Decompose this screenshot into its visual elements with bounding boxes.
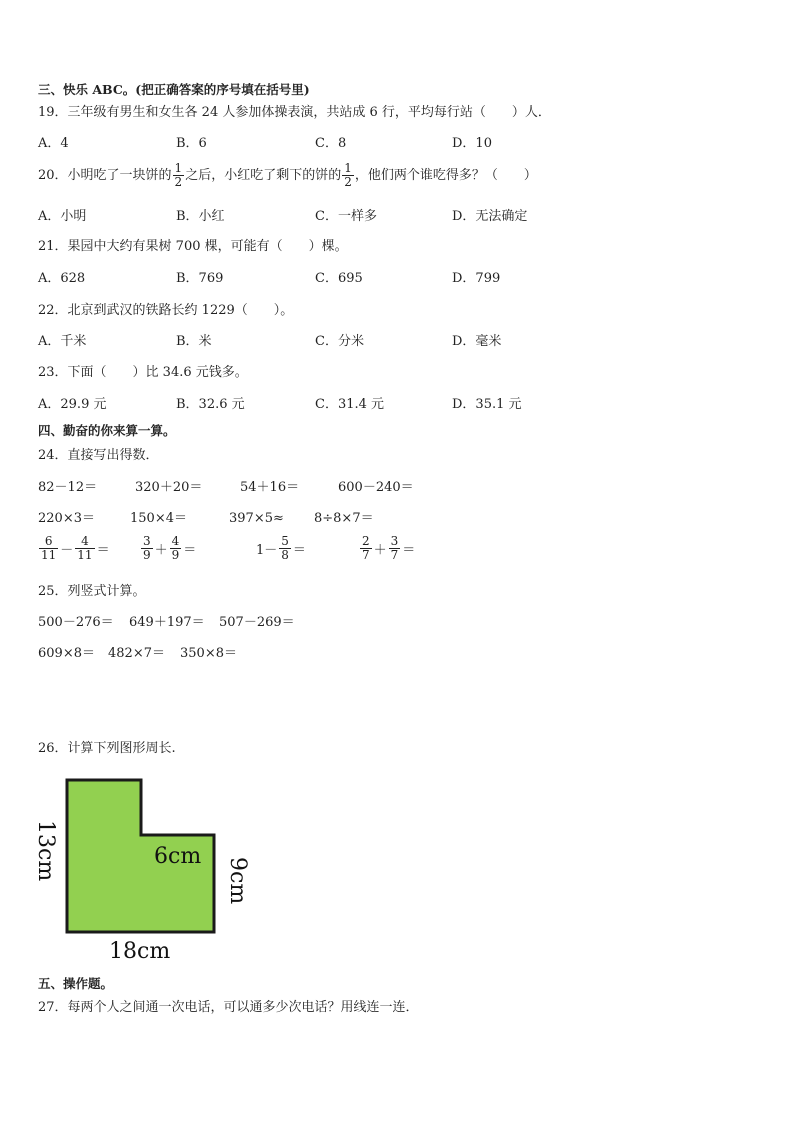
fraction: [39, 535, 58, 562]
fraction-numerator: 4: [81, 534, 89, 548]
lead-term: 1－: [256, 543, 278, 558]
q20-fraction-2: [342, 162, 354, 189]
section-3-title: 三、快乐 ABC。(把正确答案的序号填在括号里): [38, 82, 310, 97]
q25-row2-item-1: 609×8＝: [38, 646, 95, 661]
q24-row2-item-2: 150×4＝: [130, 511, 187, 526]
q20-option-a: A．小明: [38, 209, 87, 224]
equals-sign: ＝: [183, 543, 197, 558]
q24-row2-item-3: 397×5≈: [229, 511, 284, 526]
equals-sign: ＝: [402, 543, 416, 558]
fraction-numerator: 4: [171, 534, 180, 548]
q24-row2-item-4: 8÷8×7＝: [314, 511, 374, 526]
section-5-title: 五、操作题。: [38, 976, 114, 991]
fraction-denominator: 11: [41, 548, 57, 562]
question-27-text: 27．每两个人之间通一次电话，可以通多少次电话？用线连一连．: [38, 1000, 419, 1015]
q25-row1-item-2: 649＋197＝: [129, 615, 205, 630]
q25-row1-item-3: 507－269＝: [219, 615, 295, 630]
question-22-text: 22．北京到武汉的铁路长约 1229（ ）。: [38, 303, 294, 318]
fraction-denominator: 7: [362, 548, 370, 562]
fraction: [170, 535, 182, 562]
q22-option-a: A．千米: [38, 334, 87, 349]
q21-option-c: C．695: [315, 271, 363, 286]
question-24-text: 24．直接写出得数．: [38, 448, 159, 463]
q24-fraction-expr-1: [38, 535, 111, 562]
question-21-text: 21．果园中大约有果树 700 棵，可能有（ ）棵。: [38, 239, 348, 254]
label-left-13cm: 13cm: [33, 820, 58, 882]
operator: ＋: [373, 543, 387, 558]
fraction-denominator: 2: [344, 175, 352, 189]
q24-row1-item-3: 54＋16＝: [240, 480, 300, 495]
fraction: [389, 535, 401, 562]
fraction-denominator: 9: [143, 548, 151, 562]
q22-option-b: B．米: [176, 334, 212, 349]
question-19-text: 19．三年级有男生和女生各 24 人参加体操表演，共站成 6 行，平均每行站（ ）人．: [38, 105, 551, 120]
q24-fraction-expr-3: [255, 535, 307, 562]
q22-option-d: D．毫米: [452, 334, 502, 349]
fraction: [141, 535, 153, 562]
q24-row1-item-4: 600－240＝: [338, 480, 414, 495]
operator: －: [60, 543, 74, 558]
fraction-numerator: 3: [390, 534, 399, 548]
equals-sign: ＝: [96, 543, 110, 558]
l-shape-figure: [30, 770, 260, 970]
q25-row2-item-3: 350×8＝: [180, 646, 237, 661]
q20-fraction-1: [173, 162, 185, 189]
fraction-numerator: 5: [281, 534, 289, 548]
fraction-denominator: 7: [390, 548, 399, 562]
fraction-numerator: 2: [362, 534, 370, 548]
q20-middle: 之后，小红吃了剩下的饼的: [185, 167, 342, 183]
q21-option-b: B．769: [176, 271, 224, 286]
q23-option-b: B．32.6 元: [176, 397, 245, 412]
fraction-numerator: 1: [174, 161, 183, 175]
fraction-denominator: 11: [77, 548, 93, 562]
q22-option-c: C．分米: [315, 334, 364, 349]
fraction: [75, 535, 94, 562]
question-23-text: 23．下面（ ）比 34.6 元钱多。: [38, 365, 248, 380]
q20-option-d: D．无法确定: [452, 209, 528, 224]
q24-row1-item-2: 320＋20＝: [135, 480, 203, 495]
q19-option-b: B．6: [176, 136, 207, 151]
q20-suffix: ，他们两个谁吃得多？（ ）: [354, 167, 537, 183]
q24-fraction-expr-4: [359, 535, 416, 562]
fraction: [279, 535, 291, 562]
fraction-numerator: 6: [44, 534, 53, 548]
q24-row2-item-1: 220×3＝: [38, 511, 95, 526]
q23-option-c: C．31.4 元: [315, 397, 385, 412]
question-26-text: 26．计算下列图形周长.: [38, 741, 176, 756]
fraction: [360, 535, 372, 562]
label-right-9cm: 9cm: [225, 857, 250, 905]
q25-row2-item-2: 482×7＝: [108, 646, 165, 661]
q21-option-a: A．628: [38, 271, 86, 286]
section-4-title: 四、勤奋的你来算一算。: [38, 423, 176, 438]
q21-option-d: D．799: [452, 271, 501, 286]
question-25-text: 25．列竖式计算。: [38, 584, 146, 599]
fraction-numerator: 1: [344, 161, 352, 175]
label-inner-6cm: 6cm: [154, 844, 202, 869]
equals-sign: ＝: [292, 543, 306, 558]
q23-option-d: D．35.1 元: [452, 397, 522, 412]
operator: ＋: [154, 543, 168, 558]
q24-fraction-expr-2: [140, 535, 197, 562]
q20-option-c: C．一样多: [315, 209, 377, 224]
fraction-denominator: 9: [171, 548, 180, 562]
fraction-numerator: 3: [143, 534, 151, 548]
q20-prefix: 20．小明吃了一块饼的: [38, 167, 172, 183]
fraction-denominator: 2: [174, 175, 183, 189]
question-20-text: [38, 162, 537, 189]
q24-row1-item-1: 82－12＝: [38, 480, 98, 495]
q20-option-b: B．小红: [176, 209, 225, 224]
q25-row1-item-1: 500－276＝: [38, 615, 114, 630]
label-bottom-18cm: 18cm: [109, 939, 171, 964]
q23-option-a: A．29.9 元: [38, 397, 107, 412]
fraction-denominator: 8: [281, 548, 289, 562]
q19-option-c: C．8: [315, 136, 347, 151]
q19-option-a: A．4: [38, 136, 69, 151]
q19-option-d: D．10: [452, 136, 492, 151]
